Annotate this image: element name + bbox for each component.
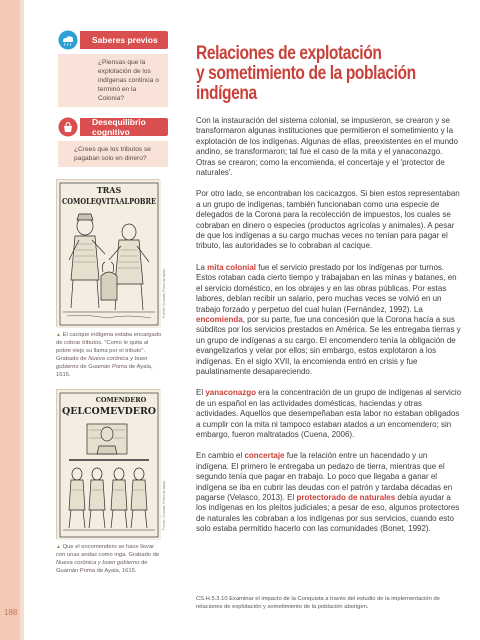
term-yanaconazgo: yanaconazgo	[205, 388, 257, 398]
p4-text-a: El	[196, 388, 206, 398]
p4-text-b: era la concentración de un grupo de indígenas al servicio de un español en las actividades domésticas, haciendas y otras actividades. Aquellos que desempeñaban esta labor no estaban obligados a cumplir con la mita ni tampoco estaban atados a un encomendero; sin embargo, fueron maltratados (Cuena, 2006).	[196, 388, 462, 439]
paragraph-concertaje	[196, 451, 462, 534]
term-protectorado-de-naturales: protectorado de naturales	[296, 493, 396, 502]
p3-text-c: , por su parte, fue una concesión que la Corona hacía a sus súbditos por los servicios prestados en América. Se les entregaba tierras y un grupo de indígenas a su cargo. El encomendero tenía la obligación de evangelizarlos y velar por ellos; sin embargo, estos explotaron a los indígenas. En el siglo XVII, la encomienda entró en crisis y fue paulatinamente desapareciendo.	[196, 314, 461, 376]
illustration-1-caption-text: El cacique indígena estaba encargado de cobrar tributos. "Como le quita al pobre viejo su llama por el tributo". Grabado de	[56, 332, 162, 362]
p3-text-a: La	[196, 262, 208, 272]
illustration-2-caption	[56, 543, 168, 575]
illustration-2-caption-text: Que el encomendero se hace llevar con unas andas como inga. Grabado de	[56, 544, 160, 558]
illustration-2-caption-tail: de Guamán Poma de Ayala, 1615.	[56, 560, 148, 574]
cloud-rain-icon	[56, 28, 80, 52]
bag-icon	[56, 115, 80, 139]
illustration-encomendero	[56, 389, 160, 539]
svg-text:COMOLEQVITAALPOBRE: COMOLEQVITAALPOBRE	[62, 197, 157, 207]
illustration-1-caption-work: Nueva corónica y buen gobierno	[56, 356, 148, 370]
page-margin-stripe	[0, 0, 20, 640]
p5-text-c: debía ayudar a los indígenas en los pleitos judiciales; a pesar de eso, algunos protectores de naturales les cobraban a los indígenas por sus servicios, cuando esto solo estaba permitido hacerlo con las comunidades (Bonet, 1992).	[196, 493, 460, 534]
desequilibrio-box	[56, 115, 168, 167]
svg-text:TRAS: TRAS	[96, 185, 122, 195]
paragraph-mita-encomienda	[196, 263, 462, 377]
curriculum-footer-note: CS.H.5.3.10 Examinar el impacto de la Conquista a través del estudio de la implementación de relaciones de explotación y sometimiento de la población aborigen.	[196, 596, 440, 610]
svg-text:COMENDERO: COMENDERO	[95, 396, 147, 404]
illustration-2-caption-work: Nueva corónica y buen gobierno	[56, 560, 140, 566]
illustration-1-credit: Fuente: Guaman Poma de Ayala	[162, 269, 166, 319]
saberes-previos-header	[56, 28, 168, 52]
illustration-1-block	[56, 179, 168, 379]
desequilibrio-question: ¿Crees que los tributos se pagaban solo en dinero?	[58, 141, 168, 167]
p5-text-b: fue la relación entre un hacendado y un indígena. El primero le entregaba un pedazo de tierra, mientras que el segundo tenía que pagar en trabajo. Lo poco que llegaba a ganar el indígena se iba en cubrir las deudas con el patrón y tardaba décadas en pagarse (Velasco, 2013). El	[196, 451, 453, 502]
illustration-2-credit: Fuente: Guaman Poma de Ayala	[162, 481, 166, 531]
page-title	[196, 44, 458, 104]
illustration-1-caption-tail: de Guamán Poma de Ayala, 1615.	[56, 364, 153, 378]
p5-text-a: En cambio el	[196, 451, 245, 461]
paragraph-cacicazgos: Por otro lado, se encontraban los cacicazgos. Si bien estos representaban a un grupo de indígenas, también funcionaban como una especie de delegados de la Corona para la recolección de impuestos, los cuales se cobraban en dinero o especies (productos agrícolas y animales). A pesar de que los indígenas a su cargo muchas veces no tenían para pagar el tributo, las autoridades se lo cobraban al cacique.	[196, 189, 460, 251]
page-title-line-1: Relaciones de explotación	[196, 43, 382, 64]
saberes-previos-box	[56, 28, 168, 107]
saberes-previos-question: ¿Piensas que la explotación de los indígenas continúa o terminó en la Colonia?	[58, 54, 168, 107]
term-encomienda: encomienda	[196, 314, 243, 324]
page-title-line-3: indígena	[196, 83, 257, 104]
term-mita-colonial: mita colonial	[207, 262, 257, 272]
p3-text-b: fue el servicio prestado por los indígenas por turnos. Estos rotaban cada cierto tiempo y trabajaban en las minas y batanes, en el servicio doméstico, en los obrajes y en las obras públicas. Por estas labores, debían recibir un salario, pero muchas veces se volvió en un trabajo forzado y perpetuo del cual huían (Fernández, 1992). La	[196, 262, 457, 314]
triangle-marker-icon: ▲	[56, 332, 61, 338]
page-margin-stripe-light	[20, 0, 24, 640]
page-title-line-2: y sometimiento de la población	[196, 63, 416, 84]
illustration-cacique-tributo	[56, 179, 160, 327]
paragraph-intro: Con la instauración del sistema colonial, se impusieron, se crearon y se transformaron algunas instituciones que permitieron el sometimiento y la explotación de los indígenas. Algunas de ellas, preexistentes en el mundo andino, se transformaron; tal fue el caso de la mita y el yanaconazgo. Otras se crearon; como la encomienda, el concertaje y el 'protector de naturales'.	[196, 116, 458, 178]
sidebar	[56, 28, 168, 575]
term-concertaje: concertaje	[244, 451, 285, 461]
illustration-1-caption	[56, 331, 168, 379]
desequilibrio-title: Desequilibrio cognitivo	[80, 118, 168, 136]
main-content	[196, 44, 462, 535]
desequilibrio-header	[56, 115, 168, 139]
svg-text:QELCOMEVDERO: QELCOMEVDERO	[62, 406, 156, 417]
paragraph-yanaconazgo	[196, 388, 462, 440]
saberes-previos-title: Saberes previos	[80, 31, 168, 49]
page-number: 188	[4, 608, 18, 617]
illustration-2-block	[56, 389, 168, 575]
triangle-marker-icon: ▲	[56, 544, 61, 550]
